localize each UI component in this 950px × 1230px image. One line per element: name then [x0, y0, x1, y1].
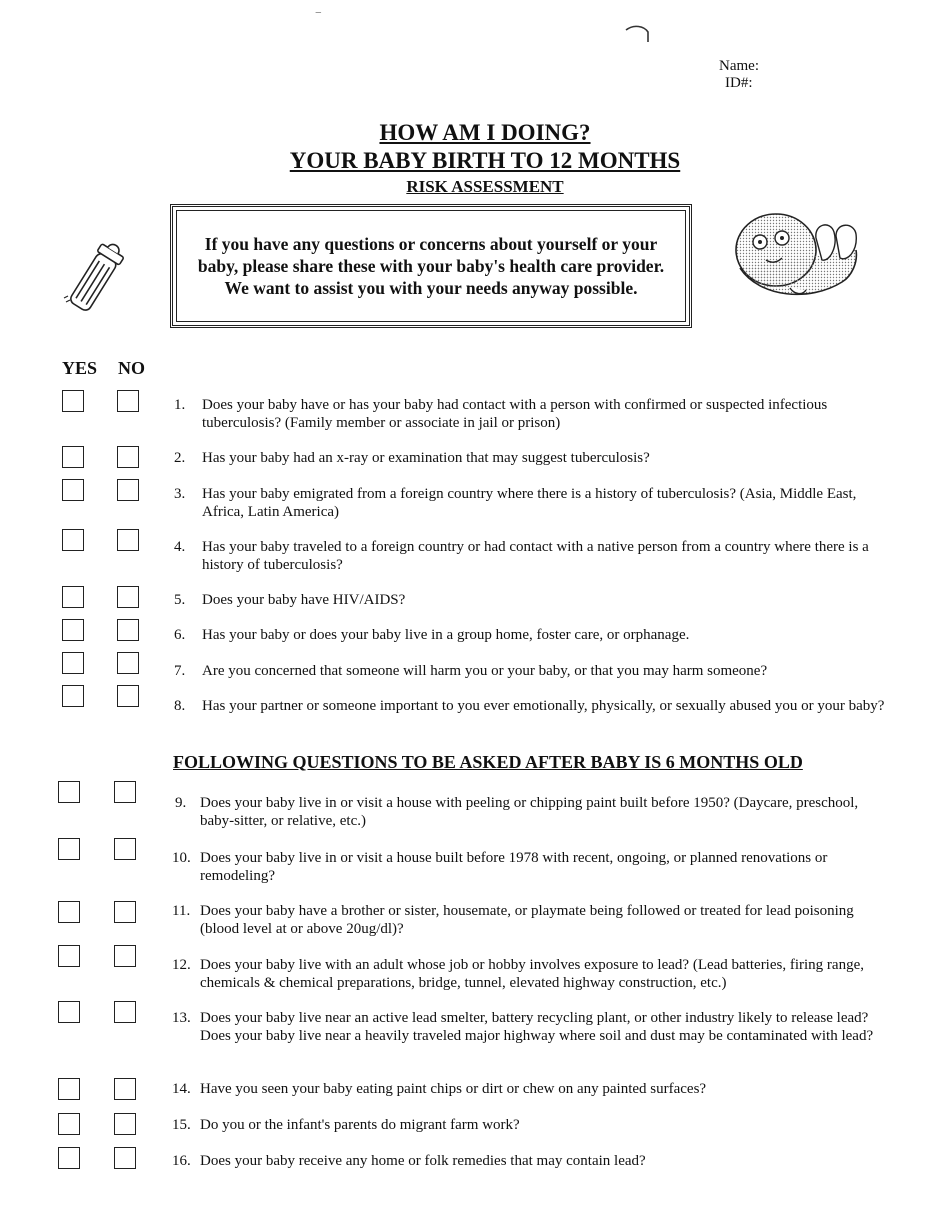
question-text: Has your baby or does your baby live in a group home, foster care, or orphanage. — [202, 627, 690, 643]
name-label: Name: — [719, 58, 759, 74]
no-column-header: NO — [118, 358, 145, 378]
question-number: 2. — [174, 450, 186, 466]
no-checkbox[interactable] — [117, 685, 139, 707]
question-text: Does your baby have or has your baby had contact with a person with confirmed or suspected infectious tuberculosis? (Family member or associate in jail or prison) — [202, 397, 828, 431]
question-text: Has your baby had an x-ray or examination that may suggest tuberculosis? — [202, 450, 650, 466]
no-checkbox[interactable] — [114, 945, 136, 967]
name-id-block — [719, 58, 759, 92]
question-text: Does your baby live near an active lead smelter, battery recycling plant, or other industry likely to release lead? Does your baby live near a heavily traveled major highway where soil and dust may be contaminated with lead? — [200, 1010, 874, 1044]
question-text: Have you seen your baby eating paint chips or dirt or chew on any painted surfaces? — [200, 1081, 707, 1097]
yes-checkbox[interactable] — [58, 945, 80, 967]
followup-heading: FOLLOWING QUESTIONS TO BE ASKED AFTER BABY IS 6 MONTHS OLD — [173, 752, 803, 772]
question-number: 14. — [172, 1081, 191, 1097]
question-text: Does your baby have HIV/AIDS? — [202, 592, 406, 608]
no-checkbox[interactable] — [117, 479, 139, 501]
question-number: 6. — [174, 627, 186, 643]
no-checkbox[interactable] — [117, 619, 139, 641]
question-text: Does your baby receive any home or folk remedies that may contain lead? — [200, 1153, 646, 1169]
yes-checkbox[interactable] — [58, 838, 80, 860]
question-text: Do you or the infant's parents do migrant farm work? — [200, 1117, 520, 1133]
question-text: Has your partner or someone important to you ever emotionally, physically, or sexually abused you or your baby? — [202, 698, 885, 714]
question-text: Does your baby live in or visit a house built before 1978 with recent, ongoing, or planned renovations or remodeling? — [200, 850, 828, 884]
question-number: 11. — [172, 903, 191, 919]
question-text: Does your baby live in or visit a house with peeling or chipping paint built before 1950? (Daycare, preschool, baby-sitter, or relative, etc.) — [200, 795, 859, 829]
question-number: 9. — [175, 795, 187, 811]
yes-checkbox[interactable] — [58, 1147, 80, 1169]
no-checkbox[interactable] — [114, 901, 136, 923]
page-subtitle: YOUR BABY BIRTH TO 12 MONTHS — [289, 148, 681, 173]
no-checkbox[interactable] — [114, 1078, 136, 1100]
no-checkbox[interactable] — [114, 1001, 136, 1023]
question-text: Does your baby live with an adult whose job or hobby involves exposure to lead? (Lead batteries, firing range, chemicals & chemical preparations, bridge, tunnel, elevated highway construction, etc.) — [200, 957, 864, 991]
notice-box — [170, 204, 692, 328]
yes-checkbox[interactable] — [58, 1113, 80, 1135]
question-number: 4. — [174, 539, 186, 555]
yes-checkbox[interactable] — [58, 1001, 80, 1023]
question-number: 3. — [174, 486, 186, 502]
yes-checkbox[interactable] — [58, 901, 80, 923]
yes-checkbox[interactable] — [62, 446, 84, 468]
no-checkbox[interactable] — [117, 446, 139, 468]
yes-column-header: YES — [62, 358, 98, 378]
no-checkbox[interactable] — [117, 586, 139, 608]
notice-text: If you have any questions or concerns about yourself or your baby, please share these with your baby's health care provider. We want to assist you with your needs anyway possible. — [176, 210, 686, 322]
yes-checkbox[interactable] — [62, 652, 84, 674]
baby-icon — [730, 210, 864, 304]
yes-checkbox[interactable] — [58, 781, 80, 803]
yes-checkbox[interactable] — [62, 479, 84, 501]
no-checkbox[interactable] — [114, 781, 136, 803]
scan-mark: ‾ — [316, 12, 321, 27]
question-text: Are you concerned that someone will harm you or your baby, or that you may harm someone? — [202, 663, 768, 679]
baby-bottle-icon — [58, 236, 136, 316]
question-number: 5. — [174, 592, 186, 608]
page-title: HOW AM I DOING? — [379, 120, 591, 145]
yes-checkbox[interactable] — [62, 586, 84, 608]
question-number: 8. — [174, 698, 186, 714]
no-checkbox[interactable] — [114, 838, 136, 860]
yes-checkbox[interactable] — [62, 685, 84, 707]
question-number: 12. — [172, 957, 191, 973]
question-text: Has your baby emigrated from a foreign country where there is a history of tuberculosis? (Asia, Middle East, Africa, Latin America) — [202, 486, 857, 520]
question-number: 15. — [172, 1117, 191, 1133]
no-checkbox[interactable] — [114, 1113, 136, 1135]
section-title: RISK ASSESSMENT — [406, 177, 564, 196]
yes-checkbox[interactable] — [62, 390, 84, 412]
yes-checkbox[interactable] — [62, 529, 84, 551]
question-number: 13. — [172, 1010, 191, 1026]
yes-checkbox[interactable] — [58, 1078, 80, 1100]
question-number: 16. — [172, 1153, 191, 1169]
question-number: 7. — [174, 663, 186, 679]
no-checkbox[interactable] — [117, 390, 139, 412]
no-checkbox[interactable] — [117, 529, 139, 551]
question-number: 10. — [172, 850, 191, 866]
question-text: Has your baby traveled to a foreign country or had contact with a native person from a country where there is a history of tuberculosis? — [202, 539, 869, 573]
no-checkbox[interactable] — [114, 1147, 136, 1169]
yes-checkbox[interactable] — [62, 619, 84, 641]
no-checkbox[interactable] — [117, 652, 139, 674]
question-number: 1. — [174, 397, 186, 413]
question-text: Does your baby have a brother or sister, housemate, or playmate being followed or treated for lead poisoning (blood level at or above 20ug/dl)? — [200, 903, 854, 937]
scan-mark — [624, 22, 652, 46]
id-label: ID#: — [725, 75, 753, 91]
